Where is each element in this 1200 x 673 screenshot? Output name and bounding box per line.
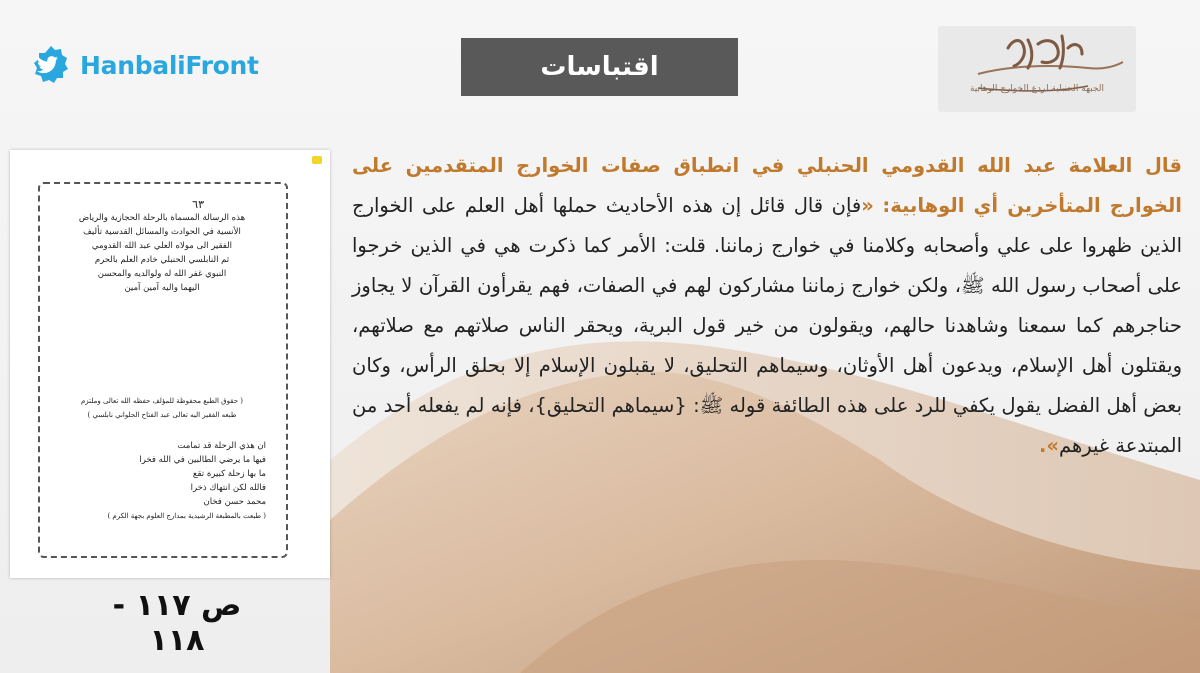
brand-name: HanbaliFront: [80, 50, 259, 80]
brand[interactable]: [30, 44, 259, 86]
doc-line: ( طبعت بالمطبعة الرشيدية بمدارج العلوم بجهة الكرم ): [107, 512, 266, 520]
doc-line: الفقير الى مولاه العلي عبد الله القدومي: [91, 241, 233, 251]
doc-line: محمد حسن فخان: [203, 497, 266, 507]
doc-line: اليهما واليه آمين آمين: [124, 283, 200, 293]
logo-tagline: الجبهة الحنبلية لردع الخوارج الوهابية: [969, 84, 1105, 94]
quote-intro: قال العلامة عبد الله القدومي الحنبلي في انطباق صفات الخوارج المتقدمين على الخوارج المتأخرين أي الوهابية:: [352, 154, 1182, 217]
doc-line: ثم النابلسي الحنبلي خادم العلم بالحرم: [94, 255, 230, 265]
page-reference: ص ١١٧ - ١١٨: [112, 588, 242, 658]
manuscript-text: [50, 198, 274, 524]
doc-line: فيها ما يرضي الطالبين في الله فخرا: [139, 455, 266, 465]
doc-line: ما بها زحلة كبيرة تقع: [192, 469, 266, 479]
doc-line: الأنسية في الحوادث والمسائل القدسية تأليف: [83, 227, 241, 237]
doc-line: ( حقوق الطبع محفوظة للمؤلف حفظه الله تعالى وملتزم: [80, 397, 244, 405]
quotation-text: [352, 146, 1182, 466]
twitter-bird-badge-icon: [30, 44, 72, 86]
page-title: اقتباسات: [461, 38, 738, 96]
handwritten-page-number: ٦٣: [192, 198, 204, 211]
doc-line: ان هذي الرحلة قد تمامت: [177, 441, 266, 451]
doc-line: هذه الرسالة المسماة بالرحلة الحجازية والرياض: [78, 213, 246, 223]
doc-line: فالله لكن انتهاك ذخرا: [190, 483, 266, 493]
quote-body: فإن قال قائل إن هذه الأحاديث حملها أهل العلم على الخوارج الذين ظهروا على علي وأصحابه وكلامنا في خوارج زماننا. قلت: الأمر كما ذكرت هي في الذين خرجوا على أصحاب رسول الله ﷺ، ولكن خوارج زماننا مشاركون لهم في الصفات، فهم يقرأون القرآن لا يجاوز حناجرهم كما سمعنا وشاهدنا حالهم، ويقولون من خير قول البرية، ويحقر الناس صلاتهم مع صلاتهم، ويقتلون أهل الإسلام، ويدعون أهل الأوثان، وسيماهم التحليق، لا يقبلون الإسلام إلا بحلق الرأس، وكان بعض أهل الفضل يقول يكفي للرد على هذه الطائفة قوله ﷺ: {سيماهم التحليق}، فإنه لم يفعله أحد من المبتدعة غيرهم: [352, 194, 1182, 457]
scanned-manuscript-page: [10, 150, 330, 578]
comment-note-icon[interactable]: [312, 156, 322, 164]
doc-line: طبعه الفقير اليه تعالى عبد الفتاح الحلواني نابلسي ): [87, 411, 237, 419]
quote-open-mark: «: [861, 194, 874, 217]
calligraphy-logo-mark: [938, 26, 1136, 112]
organization-logo: [938, 26, 1136, 112]
doc-line: النبوي غفر الله له ولوالديه والمحسن: [97, 269, 227, 279]
quote-close-mark: ».: [1038, 434, 1059, 457]
